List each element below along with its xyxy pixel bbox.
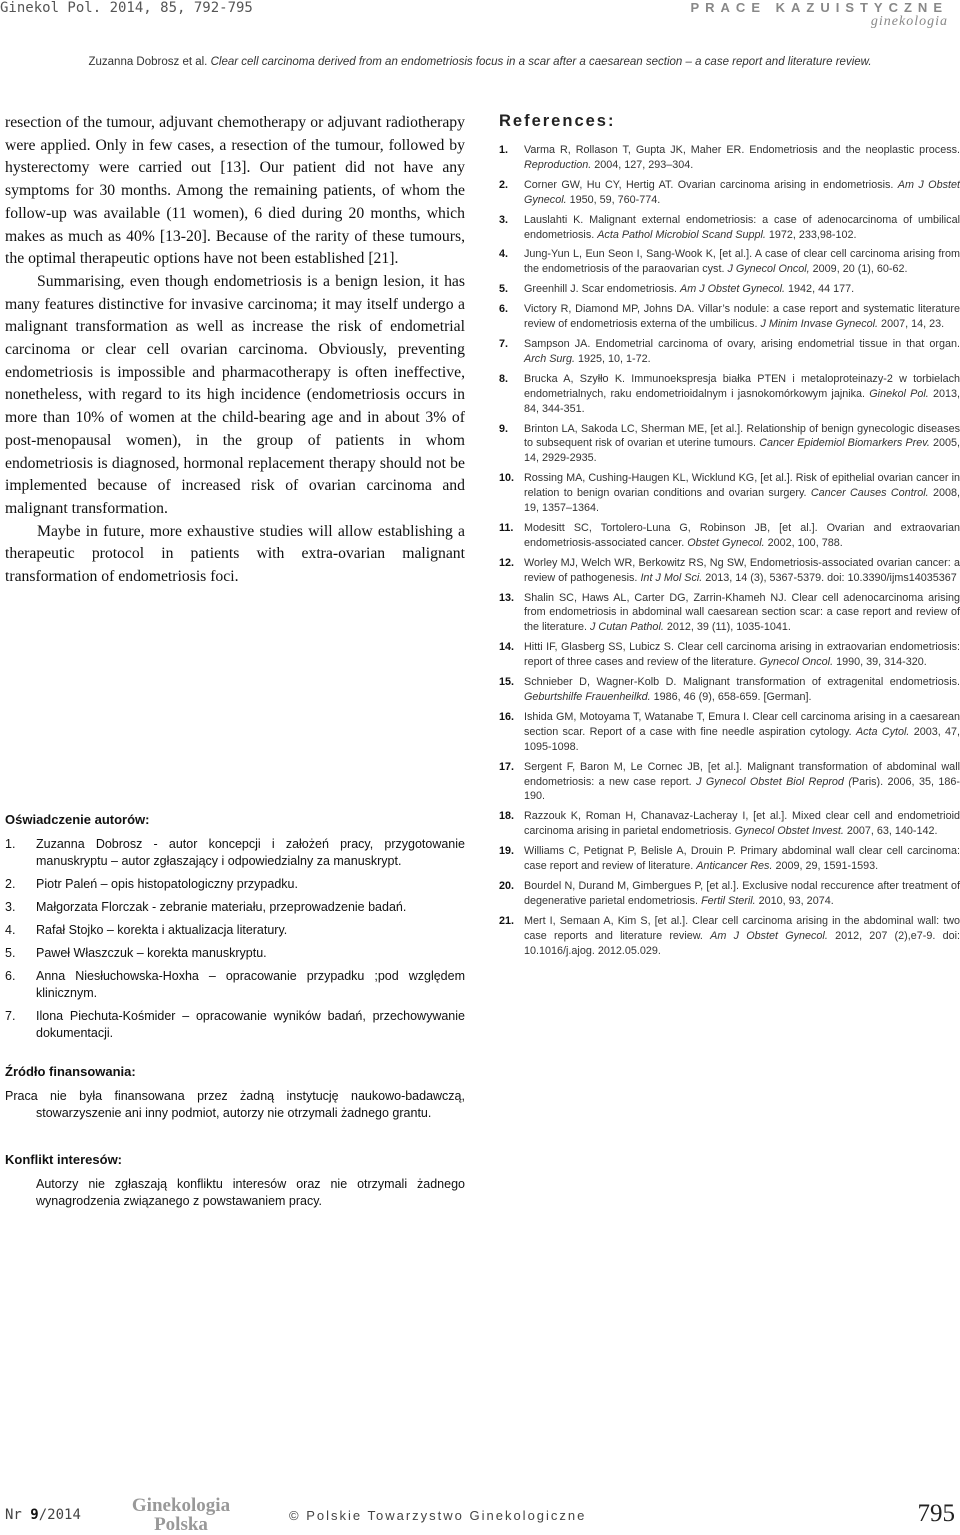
reference-number: 1. bbox=[499, 144, 509, 156]
item-number: 4. bbox=[5, 923, 16, 937]
references-heading: References: bbox=[499, 112, 616, 130]
reference-text: Sampson JA. Endometrial carcinoma of ovary, arising endometrial tissue in that organ. bbox=[524, 337, 960, 350]
reference-number: 4. bbox=[499, 248, 509, 261]
reference-item bbox=[499, 422, 960, 467]
copyright: © Polskie Towarzystwo Ginekologiczne bbox=[289, 1508, 587, 1523]
item-text: Anna Niesłuchowska-Hoxha – opracowanie przypadku ;pod względem klinicznym. bbox=[36, 969, 465, 1000]
reference-text: Bourdel N, Durand M, Gimbergues P, [et al.]. Exclusive nodal reccurence after treatment of degenerative parietal endometriosis. bbox=[524, 879, 960, 907]
reference-item bbox=[499, 760, 960, 805]
reference-text: 2013, 14 (3), 5367-5379. doi: 10.3390/ijms14035367 bbox=[702, 571, 957, 584]
reference-item bbox=[499, 710, 960, 755]
reference-text: Brucka A, Szyłło K. Immunoekspresja białka PTEN i metaloproteinazy-2 w torbielach endometrialnych, raku endometrioidalnym i jasnokomórkowym jajnika. bbox=[524, 372, 960, 400]
issue-number bbox=[5, 1507, 81, 1523]
reference-text: Worley MJ, Welch WR, Berkowitz RS, Ng SW, Endometriosis-associated ovarian cancer: a review of pathogenesis. bbox=[524, 556, 960, 584]
reference-text: 1942, 44 177. bbox=[785, 283, 855, 296]
reference-number: 16. bbox=[499, 710, 515, 723]
reference-text: Victory R, Diamond MP, Johns DA. Villar’s nodule: a case report and systematic literature review of endometriosis externa of the umbilicus. bbox=[524, 303, 960, 331]
reference-text: Hitti IF, Glasberg SS, Lubicz S. Clear cell carcinoma arising in extraovarian endometriosis: report of three cases and review of the literature. bbox=[524, 641, 960, 669]
reference-text: Varma R, Rollason T, Gupta JK, Maher ER. Endometriosis and the neoplastic process. bbox=[524, 144, 960, 156]
item-text: Zuzanna Dobrosz - autor koncepcji i założeń pracy, przygotowanie manuskryptu – autor zgłaszający i odpowiedzialny za manuskrypt. bbox=[36, 837, 465, 868]
reference-number: 17. bbox=[499, 760, 515, 773]
authors-heading: Oświadczenie autorów: bbox=[5, 812, 150, 827]
reference-journal: Gynecol Obstet Invest. bbox=[734, 825, 844, 838]
references bbox=[499, 112, 960, 964]
journal-label: ginekologia bbox=[870, 14, 948, 29]
reference-text: Lauslahti K. Malignant external endometriosis: a case of adenocarcinoma of umbilical endometriosis. bbox=[524, 213, 960, 241]
reference-item bbox=[499, 556, 960, 586]
author-item bbox=[5, 899, 465, 916]
reference-journal: Ginekol Pol. bbox=[869, 387, 929, 400]
reference-number: 15. bbox=[499, 676, 515, 689]
reference-text: Ishida GM, Motoyama T, Watanabe T, Emura I. Clear cell carcinoma arising in a caesarean section scar. Report of a case with fine needle aspiration cytology. bbox=[524, 710, 960, 738]
reference-journal: Acta Pathol Microbiol Scand Suppl. bbox=[597, 228, 766, 241]
logo-line1: Ginekologia bbox=[131, 1495, 231, 1516]
funding-heading: Źródło finansowania: bbox=[5, 1064, 136, 1079]
reference-text: 1925, 10, 1-72. bbox=[575, 352, 651, 365]
item-number: 6. bbox=[5, 969, 16, 983]
reference-number: 18. bbox=[499, 810, 515, 823]
reference-text: 1986, 46 (9), 658-659. [German]. bbox=[650, 691, 812, 703]
reference-item bbox=[499, 521, 960, 551]
reference-number: 13. bbox=[499, 591, 515, 604]
reference-journal: Anticancer Res. bbox=[696, 860, 773, 873]
reference-text: Schnieber D, Wagner-Kolb D. Malignant transformation of extragenital endometriosis. bbox=[524, 676, 960, 689]
paragraph: Maybe in future, more exhaustive studies will allow establishing a therapeutic protocol in patients with extra-ovarian malignant transformation of endometriosis foci. bbox=[5, 522, 465, 586]
reference-text: 1972, 233,98-102. bbox=[765, 228, 857, 241]
reference-text: 2013, 84, 344-351. bbox=[524, 387, 960, 415]
reference-journal: J Gynecol Oncol, bbox=[727, 263, 810, 276]
reference-item bbox=[499, 844, 960, 874]
reference-item bbox=[499, 914, 960, 959]
paragraph: Summarising, even though endometriosis is a benign lesion, it has many features distinctive for invasive carcinoma; it may itself undergo a malignant transformation as well as increase the risk of endometrial carcinoma or clear cell ovarian carcinoma. Obviously, preventing endometriosis is impossible and pharmacotherapy is often ineffective, nonetheless, with regard to its high incidence (endometriosis occurs in more than 10% of women at the child-bearing age and in about 3% of post-menopausal women), in the group of patients in whom endometriosis is diagnosed, hormonal replacement therapy should not be implemented because of increased risk of ovarian carcinoma and malignant transformation. bbox=[5, 272, 465, 517]
author-item bbox=[5, 876, 465, 893]
reference-item bbox=[499, 247, 960, 277]
item-number: 2. bbox=[5, 877, 16, 891]
conflict-statement bbox=[5, 1151, 465, 1210]
reference-item bbox=[499, 640, 960, 670]
reference-item bbox=[499, 879, 960, 909]
journal-citation: Ginekol Pol. 2014, 85, 792-795 bbox=[0, 0, 253, 16]
reference-journal: Am J Obstet Gynecol. bbox=[524, 178, 960, 206]
reference-text: Sergent F, Baron M, Le Cornec JB, [et al.]. Malignant transformation of abdominal wall endometriosis: a new case report. bbox=[524, 760, 960, 788]
item-number: 1. bbox=[5, 837, 16, 851]
reference-text: 2009, 20 (1), 60-62. bbox=[809, 263, 908, 276]
author-item bbox=[5, 836, 465, 870]
author-item bbox=[5, 922, 465, 939]
reference-item bbox=[499, 213, 960, 243]
reference-text: Razzouk K, Roman H, Chanavaz-Lacheray I, [et al.]. Mixed clear cell and endometrioid carcinoma arising in parietal endometriosis. bbox=[524, 810, 960, 838]
reference-text: 2012, 207 (2),e7-9. doi: 10.1016/j.ajog. 2012.05.029. bbox=[524, 929, 960, 957]
reference-number: 19. bbox=[499, 845, 515, 858]
reference-text: Rossing MA, Cushing-Haugen KL, Wicklund KG, [et al.]. Risk of epithelial ovarian cancer in relation to benign ovarian conditions and ovarian surgery. bbox=[524, 472, 960, 500]
reference-item bbox=[499, 302, 960, 332]
reference-number: 8. bbox=[499, 372, 509, 385]
reference-text: 2005, 14, 2929-2935. bbox=[524, 437, 960, 465]
reference-text: Corner GW, Hu CY, Hertig AT. Ovarian carcinoma arising in endometriosis. bbox=[524, 178, 898, 191]
item-text: Rafał Stojko – korekta i aktualizacja literatury. bbox=[36, 923, 288, 937]
reference-number: 14. bbox=[499, 641, 515, 654]
reference-text: 2002, 100, 788. bbox=[764, 536, 843, 549]
body-text bbox=[5, 112, 465, 589]
reference-text: Shalin SC, Haws AL, Carter DG, Zarrin-Khameh NJ. Clear cell adenocarcinoma arising from endometriosis in abdominal wall caesarean section scar: a case report and review of the literature. bbox=[524, 591, 960, 634]
reference-journal: Fertil Steril. bbox=[701, 894, 756, 907]
reference-list bbox=[499, 143, 960, 959]
funding-statement bbox=[5, 1063, 465, 1122]
running-authors: Zuzanna Dobrosz et al. bbox=[88, 56, 211, 68]
reference-text: 2008, 19, 1357–1364. bbox=[524, 487, 960, 515]
funding-text: Praca nie była finansowana przez żadną instytucję naukowo-badawczą, stowarzyszenie ani inny podmiot, autorzy nie otrzymali żadnego grantu. bbox=[5, 1089, 465, 1120]
reference-journal: Acta Cytol. bbox=[855, 725, 910, 738]
reference-number: 10. bbox=[499, 472, 515, 485]
issue-prefix: Nr bbox=[5, 1507, 31, 1523]
reference-text: 2003, 47, 1095-1098. bbox=[524, 725, 960, 753]
reference-journal: Cancer Epidemiol Biomarkers Prev. bbox=[759, 437, 930, 450]
reference-item bbox=[499, 809, 960, 839]
conflict-heading: Konflikt interesów: bbox=[5, 1152, 123, 1167]
reference-journal: Obstet Gynecol. bbox=[687, 536, 765, 549]
issue-num: 9 bbox=[30, 1507, 39, 1523]
issue-year: /2014 bbox=[38, 1507, 81, 1523]
section-label: PRACE KAZUISTYCZNE bbox=[690, 0, 948, 15]
reference-number: 7. bbox=[499, 337, 509, 350]
author-item bbox=[5, 1008, 465, 1042]
reference-number: 21. bbox=[499, 914, 515, 927]
reference-text: 1950, 59, 760-774. bbox=[566, 193, 661, 206]
reference-item bbox=[499, 337, 960, 367]
reference-journal: Gynecol Oncol. bbox=[759, 656, 834, 669]
reference-journal: Am J Obstet Gynecol. bbox=[710, 929, 828, 942]
reference-number: 9. bbox=[499, 422, 509, 435]
item-number: 5. bbox=[5, 946, 16, 960]
reference-journal: J Gynecol Obstet Biol Reprod ( bbox=[696, 775, 852, 788]
reference-text: Mert I, Semaan A, Kim S, [et al.]. Clear cell carcinoma arising in the abdominal wall: two case reports and literature review. bbox=[524, 914, 960, 942]
reference-journal: J Minim Invase Gynecol. bbox=[760, 318, 879, 331]
reference-journal: Arch Surg. bbox=[524, 352, 576, 365]
reference-text: 2004, 127, 293–304. bbox=[591, 158, 694, 171]
item-text: Małgorzata Florczak - zebranie materiału, przeprowadzenie badań. bbox=[36, 900, 407, 914]
reference-text: Modesitt SC, Tortolero-Luna G, Robinson JB, [et al.]. Ovarian and extraovarian endometriosis-associated cancer. bbox=[524, 521, 960, 549]
item-number: 7. bbox=[5, 1009, 16, 1023]
reference-number: 5. bbox=[499, 283, 509, 296]
reference-number: 3. bbox=[499, 213, 509, 226]
reference-item bbox=[499, 282, 960, 297]
item-number: 3. bbox=[5, 900, 16, 914]
reference-journal: Cancer Causes Control. bbox=[810, 487, 929, 500]
reference-text: 2007, 63, 140-142. bbox=[843, 825, 938, 838]
reference-text: Brinton LA, Sakoda LC, Sherman ME, [et al.]. Relationship of benign gynecologic diseases to subsequent risk of ovarian et uterine tumours. bbox=[524, 422, 960, 450]
reference-text: 2010, 93, 2074. bbox=[755, 894, 834, 907]
author-item bbox=[5, 968, 465, 1002]
page-number: 795 bbox=[917, 1500, 955, 1527]
running-title: Clear cell carcinoma derived from an endometriosis focus in a scar after a caesarean section – a case report and literature review. bbox=[210, 56, 872, 68]
reference-text: Williams C, Petignat P, Belisle A, Drouin P. Primary abdominal wall clear cell carcinoma: case report and review of literature. bbox=[524, 845, 960, 873]
reference-journal: Int J Mol Sci. bbox=[640, 571, 703, 584]
reference-text: Paris). 2006, 35, 186-190. bbox=[524, 775, 960, 803]
reference-number: 20. bbox=[499, 879, 515, 892]
logo-line2: Polska bbox=[154, 1514, 208, 1535]
reference-item bbox=[499, 591, 960, 636]
reference-text: 1990, 39, 314-320. bbox=[833, 656, 927, 669]
reference-item bbox=[499, 372, 960, 417]
author-item bbox=[5, 945, 465, 962]
reference-journal: Reproduction. bbox=[524, 158, 592, 171]
reference-journal: Am J Obstet Gynecol. bbox=[680, 283, 786, 296]
reference-text: 2009, 29, 1591-1593. bbox=[772, 860, 879, 873]
reference-item bbox=[499, 675, 960, 705]
reference-journal: J Cutan Pathol. bbox=[590, 621, 664, 634]
reference-number: 6. bbox=[499, 303, 509, 316]
reference-number: 12. bbox=[499, 556, 515, 569]
item-text: Ilona Piechuta-Kośmider – opracowanie wyników badań, przechowywanie dokumentacji. bbox=[36, 1009, 465, 1040]
reference-text: 2007, 14, 23. bbox=[878, 318, 945, 331]
reference-number: 11. bbox=[499, 521, 514, 534]
item-text: Piotr Paleń – opis histopatologiczny przypadku. bbox=[36, 877, 298, 891]
reference-item bbox=[499, 178, 960, 208]
journal-logo bbox=[120, 1496, 242, 1534]
conflict-text: Autorzy nie zgłaszają konfliktu interesów oraz nie otrzymali żadnego wynagrodzenia związanego z powstawaniem pracy. bbox=[36, 1177, 465, 1208]
reference-number: 2. bbox=[499, 178, 509, 191]
reference-item bbox=[499, 471, 960, 516]
reference-text: Jung-Yun L, Eun Seon I, Sang-Wook K, [et al.]. A case of clear cell carcinoma arising from the endometriosis of the paraovarian cyst. bbox=[524, 248, 960, 276]
paragraph: resection of the tumour, adjuvant chemotherapy or adjuvant radiotherapy were applied. Only in few cases, a resection of the tumour, followed by hysterectomy were carried out [13]. Our patient did not have any symptoms for 30 months. Among the remaining patients, of whom the follow-up was available (11 women), 6 died during 20 months, which makes as much as 40% [13-20]. Because of the rarity of these tumours, the optimal therapeutic options have not been established [21]. bbox=[5, 114, 465, 268]
reference-journal: Geburtshilfe Frauenheilkd. bbox=[524, 691, 651, 703]
item-text: Paweł Właszczuk – korekta manuskryptu. bbox=[36, 946, 267, 960]
authors-statement bbox=[5, 811, 465, 1048]
reference-text: Greenhill J. Scar endometriosis. bbox=[524, 283, 681, 296]
running-header bbox=[0, 56, 960, 68]
reference-text: 2012, 39 (11), 1035-1041. bbox=[663, 621, 791, 634]
reference-item bbox=[499, 143, 960, 173]
